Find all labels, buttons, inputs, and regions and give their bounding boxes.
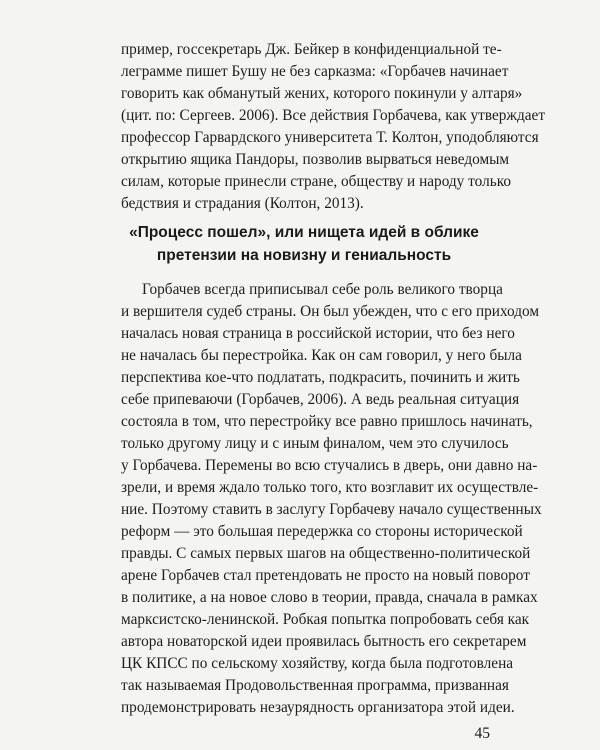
text-line: началась новая страница в российской истории, что без него (121, 325, 515, 342)
text-line: правды. С самых первых шагов на общественно-политической (121, 545, 531, 562)
text-line: арене Горбачев стал претендовать не просто на новый поворот (121, 567, 530, 584)
text-line: леграмме пишет Бушу не без сарказма: «Горбачев начинает (121, 63, 509, 80)
text-line: (цит. по: Сергеев. 2006). Все действия Горбачева, как утверждает (121, 107, 546, 124)
text-line-indented: Горбачев всегда приписывал себе роль великого творца (142, 281, 503, 298)
text-line: перспектива кое-что подлатать, подкрасить, починить и жить (121, 369, 520, 386)
text-line: автора новаторской идеи проявилась бытность его секретарем (121, 633, 527, 650)
text-line: у Горбачева. Перемены во всю стучались в дверь, они давно на- (121, 457, 538, 474)
text-line: реформ — это большая передержка со стороны исторической (121, 523, 523, 540)
text-line: не началась бы перестройка. Как он сам говорил, у него была (121, 347, 522, 364)
text-line: ЦК КПСС по сельскому хозяйству, когда была подготовлена (121, 655, 514, 672)
text-line: открытию ящика Пандоры, позволив вырваться неведомым (121, 151, 510, 168)
text-line: в политике, а на новое слово в теории, правда, сначала в рамках (121, 589, 538, 606)
section-heading-line-2: претензии на новизну и гениальность (156, 247, 452, 264)
text-line: так называемая Продовольственная программа, призванная (121, 677, 509, 694)
text-line: марксистско-ленинской. Робкая попытка попробовать себя как (121, 611, 530, 628)
text-line: ние. Поэтому ставить в заслугу Горбачеву начало существенных (121, 501, 542, 518)
text-line: себе припеваючи (Горбачев, 2006). А ведь реальная ситуация (121, 391, 520, 408)
text-line: зрели, и время ждало только того, кто возглавит их осуществле- (121, 479, 539, 496)
text-line: профессор Гарвардского университета Т. Колтон, уподобляются (121, 129, 539, 146)
text-line: только другому лицу и с иным финалом, чем это случилось (121, 435, 509, 452)
text-line: и вершителя судеб страны. Он был убежден, что с его приходом (121, 303, 540, 320)
text-line: силам, которые принесли стране, обществу и народу только (121, 173, 512, 190)
text-line: продемонстрировать незаурядность организатора этой идеи. (121, 699, 515, 716)
text-line: говорить как обманутый жених, которого покинули у алтаря» (121, 85, 523, 102)
text-line: пример, госсекретарь Дж. Бейкер в конфиденциальной те- (121, 41, 502, 58)
text-line: бедствия и страдания (Колтон, 2013). (121, 195, 364, 212)
page-number: 45 (474, 725, 490, 742)
text-line: состояла в том, что перестройку все равно пришлось начинать, (121, 413, 533, 430)
section-heading-line-1: «Процесс пошел», или нищета идей в облике (129, 224, 479, 241)
